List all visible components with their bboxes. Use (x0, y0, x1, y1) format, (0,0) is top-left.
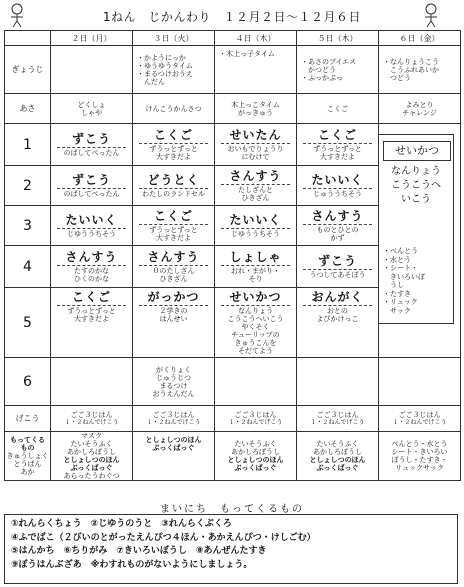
lesson-cell (51, 246, 133, 288)
lesson-note: わたしのランドセル (142, 190, 205, 198)
subject-name: たいいく (57, 213, 126, 229)
lesson-note: たしざんと (238, 186, 273, 194)
lesson-cell (297, 246, 379, 288)
motteku-label: もの (20, 444, 35, 452)
motteku-item: としょしつのほん (63, 456, 120, 464)
daily-items-line: ⑤はんかち ⑥ちりがみ ⑦きいろいぼうし ⑧あんぜんたすき (11, 546, 267, 556)
lesson-cell (51, 206, 133, 246)
motteku-cell (51, 432, 133, 481)
period-number: 3 (5, 206, 51, 246)
gyouji-line: ・あさのブイエス (301, 57, 357, 66)
motteku-cell (133, 432, 215, 481)
lesson-cell (51, 358, 133, 406)
lesson-note: ひくのかな (74, 275, 109, 283)
lesson-cell (215, 358, 297, 406)
lesson-note: なんりょう (238, 307, 273, 315)
subject-name: さんすう (139, 250, 208, 266)
sidebox-item: サック (383, 306, 411, 315)
lesson-note: そり (248, 275, 263, 283)
kyushoku-label: きゅうしょく (6, 452, 49, 460)
gekou-row (5, 406, 461, 432)
sidebox-item: ・リュック (383, 298, 418, 306)
gekou-note: １・２ねんでげこう (228, 418, 283, 426)
lesson-note: 大すきだよ (320, 153, 355, 161)
lesson-cell (51, 166, 133, 206)
row-label-gekou: げこう (5, 406, 51, 432)
gyouji-line: こうふれあいか (383, 65, 439, 74)
period-row (5, 358, 461, 406)
motteku-item: たいそうふく (70, 440, 113, 448)
period-number: 1 (5, 124, 51, 166)
lesson-note: そだてよう (238, 347, 273, 355)
child-illustration-icon (6, 2, 28, 28)
page-title: 1ねん じかんわり １２月２日〜１２月６日 (102, 10, 362, 24)
lesson-note: ひきざん (159, 275, 188, 283)
gekou-cell (215, 406, 297, 432)
sidebox-item: きいろいぼ (383, 272, 425, 281)
subject-name: こくご (139, 128, 208, 144)
corner-cell (5, 31, 51, 46)
row-label-gyouji: ぎょうじ (5, 46, 51, 94)
daily-items-line: ⑨ぼうはんぶざあ ※わすれものがないようにしましょう。 (11, 559, 253, 570)
subject-name: さんすう (303, 209, 372, 225)
sidebox-item: うし (383, 281, 404, 289)
lesson-cell (215, 246, 297, 288)
daily-items-box (4, 514, 458, 584)
day-header: ６日（金） (379, 31, 461, 46)
asa-cell-mon (51, 94, 133, 124)
gekou-time: ごご３じはん (70, 410, 113, 419)
gekou-note: １・２ねんでげこう (392, 418, 447, 426)
lesson-note: ひきざん (241, 194, 270, 202)
lesson-cell (133, 124, 215, 166)
subject-name: せいたん (221, 128, 290, 144)
subject-name: がっかつ (139, 290, 208, 306)
asa-line: こくご (327, 104, 348, 113)
subject-name: ずこう (303, 254, 372, 270)
motteku-label: もってくる (10, 436, 45, 444)
lesson-cell (133, 206, 215, 246)
lesson-note: おうえんだん (152, 389, 195, 398)
asa-cell-fri (379, 94, 461, 124)
gyouji-cell-wed (215, 46, 297, 94)
asa-line: けんこうかんさつ (145, 104, 202, 113)
motteku-item: あかしろぼうし (231, 448, 280, 456)
lesson-cell (297, 206, 379, 246)
kyushoku-label: とうばん (13, 460, 42, 468)
motteku-cell (379, 432, 461, 481)
day-header: ３日（火） (133, 31, 215, 46)
gyouji-cell-fri (379, 46, 461, 94)
asa-cell-tue (133, 94, 215, 124)
gekou-time: ごご３じはん (316, 410, 359, 419)
motteku-row (5, 432, 461, 481)
subject-name: ずこう (57, 132, 126, 148)
subject-name: こくご (139, 209, 208, 225)
lesson-note: じゅううちそう (313, 190, 362, 198)
lesson-cell (297, 288, 379, 358)
lesson-cell (133, 288, 215, 358)
gekou-time: ごご３じはん (398, 410, 441, 419)
lesson-note: おとの (327, 307, 348, 315)
lesson-note: こうこうへいこう (227, 315, 284, 323)
asa-line: がっきゅう (238, 108, 273, 117)
subject-name: こくご (57, 290, 126, 306)
lesson-note: にむけて (241, 153, 270, 161)
lesson-note: たすのかな (74, 267, 109, 275)
lesson-note: かず (330, 234, 345, 242)
motteku-item: リュックサック (395, 464, 444, 472)
lesson-note: じゅうじつ (156, 373, 191, 382)
lesson-note: おれ・まがり・ (231, 267, 280, 275)
subject-name: どうとく (139, 173, 208, 189)
gyouji-line: ・ふっかぶっ (301, 73, 343, 82)
lesson-note: 大すきだよ (74, 315, 109, 323)
day-header: ４日（木） (215, 31, 297, 46)
sidebox-item: ・たすき (383, 289, 411, 298)
lesson-note: チューリップの (231, 331, 280, 339)
sidebox-item: ・べんとう (383, 247, 418, 255)
lesson-cell (51, 124, 133, 166)
gyouji-line: ・ゆうゆうタイム (137, 61, 193, 70)
lesson-note: よびかけっこ (316, 315, 359, 323)
subject-name: こくご (303, 128, 372, 144)
day-header: ２日（月） (51, 31, 133, 46)
row-label-asa: あさ (5, 94, 51, 124)
motteku-item: ぶっくばっぐ (152, 444, 195, 452)
subject-name: さんすう (57, 250, 126, 266)
lesson-note: のばしてぺったん (63, 149, 120, 157)
day-header: ５日（木） (297, 31, 379, 46)
gyouji-line: かつどう (301, 65, 336, 74)
lesson-note: 大すきだよ (156, 234, 191, 242)
gyouji-row (5, 46, 461, 94)
motteku-item: ぶっくばっぐ (234, 464, 277, 472)
gekou-cell (51, 406, 133, 432)
kyushoku-label: あか (20, 468, 35, 476)
subject-name: しょしゃ (221, 250, 290, 266)
asa-line: どくしょ (77, 100, 106, 109)
asa-cell-wed (215, 94, 297, 124)
subject-name: せいかつ (221, 290, 290, 306)
period-number: 2 (5, 166, 51, 206)
lesson-cell (379, 358, 461, 406)
motteku-item: べんとう・水とう (391, 440, 448, 448)
subject-name: おんがく (303, 290, 372, 306)
subject-name: さんすう (221, 169, 290, 185)
motteku-item: あかしろぼうし (313, 448, 362, 456)
gekou-cell (133, 406, 215, 432)
asa-cell-thu (297, 94, 379, 124)
asa-line: チャレンジ (402, 108, 437, 117)
gyouji-cell-tue (133, 46, 215, 94)
subject-name: たいいく (303, 173, 372, 189)
lesson-cell (297, 358, 379, 406)
lesson-note: きゅうこんを (234, 339, 277, 347)
motteku-cell (297, 432, 379, 481)
sidebox-desc-line: こうこうへ (391, 180, 441, 191)
lesson-note: はんせい (159, 315, 188, 323)
period-number: 5 (5, 288, 51, 358)
lesson-note: ものとひとの (316, 226, 359, 234)
lesson-cell (297, 124, 379, 166)
lesson-note: じゆううちそう (67, 230, 116, 238)
gekou-time: ごご３じはん (234, 410, 277, 419)
row-label-motteku (5, 432, 51, 481)
lesson-note: やくそく (241, 323, 270, 331)
motteku-item: シート・きいろい (391, 448, 448, 456)
lesson-note: じゆううちそう (231, 230, 280, 238)
child-illustration-icon (420, 2, 442, 28)
gekou-cell (379, 406, 461, 432)
gekou-note: １・２ねんでげこう (64, 418, 119, 426)
motteku-item: としょしつのほん (145, 436, 202, 444)
gyouji-line: つどう (383, 73, 411, 82)
title-row (0, 0, 464, 30)
motteku-cell (215, 432, 297, 481)
lesson-note: うつしてあそぼう (309, 271, 366, 279)
asa-row (5, 94, 461, 124)
lesson-cell (133, 166, 215, 206)
lesson-note: ずうっとずっと (67, 307, 116, 315)
motteku-item: ぼうし・たすき・ (391, 456, 448, 464)
sidebox-desc-line: いこう (401, 194, 431, 205)
lesson-note: のばしてぺったん (63, 190, 120, 198)
gyouji-line: ・なんりょうこう (383, 57, 439, 66)
motteku-item: あらったうわぐつ (63, 472, 120, 480)
gyouji-cell-thu (297, 46, 379, 94)
gekou-note: １・２ねんでげこう (146, 418, 201, 426)
gekou-note: １・２ねんでげこう (310, 418, 365, 426)
lesson-cell (215, 124, 297, 166)
sidebox-items (383, 247, 451, 315)
motteku-item: あかしろぼうし (67, 448, 116, 456)
gekou-cell (297, 406, 379, 432)
sidebox-item: ・水とう (383, 255, 411, 264)
gyouji-line: ・木上っ子タイム (219, 50, 275, 58)
lesson-cell (133, 358, 215, 406)
sidebox-item: ・シート・ (383, 264, 418, 272)
motteku-item: ぶっくばっぐ (70, 464, 113, 472)
lesson-note: ずうっとずっと (149, 226, 198, 234)
motteku-item: たいそうふく (234, 440, 277, 448)
daily-items-line: ①れんらくちょう ②じゆうのうと ③れんらくぶくろ (11, 519, 232, 529)
subject-name: ずこう (57, 173, 126, 189)
daily-items-line: ④ふでばこ（２びいのとがったえんぴつ４ほん・あかえんぴつ・けしごむ） (11, 532, 316, 543)
motteku-item: ぶっくばっぐ (316, 464, 359, 472)
motteku-item: たいそうふく (316, 440, 359, 448)
sidebox-desc-line: なんりょう (391, 166, 441, 177)
lesson-cell (215, 288, 297, 358)
lesson-note: 大すきだよ (156, 153, 191, 161)
lesson-note: おいもでりょうり (227, 145, 284, 153)
sidebox-title: せいかつ (383, 141, 451, 161)
asa-line: 木上っこタイム (231, 100, 280, 109)
lesson-note: ずうっとずっと (149, 145, 198, 153)
gyouji-line: んだん (137, 77, 165, 86)
lesson-cell (51, 288, 133, 358)
asa-line: しゃや (81, 108, 102, 117)
lesson-cell (133, 246, 215, 288)
gyouji-line: ・まるつけおうえ (137, 69, 193, 78)
gyouji-cell-mon (51, 46, 133, 94)
gekou-time: ごご３じはん (152, 410, 195, 419)
motteku-item: としょしつのほん (227, 456, 284, 464)
lesson-note: ずうっとずっと (313, 145, 362, 153)
period-number: 4 (5, 246, 51, 288)
lesson-note: がくりょく (156, 365, 191, 374)
asa-line: よみとり (405, 100, 434, 109)
motteku-item: マスク (81, 432, 102, 440)
header-row (5, 31, 461, 46)
lesson-note: ２学きの (159, 307, 188, 315)
motteku-item: としょしつのほん (309, 456, 366, 464)
lesson-cell (297, 166, 379, 206)
period-number: 6 (5, 358, 51, 406)
lesson-cell (215, 206, 297, 246)
daily-items-title: まいにち もってくるもの (160, 504, 304, 515)
sidebox-description (383, 165, 449, 207)
lesson-note: まるつけ (159, 381, 188, 390)
lesson-cell (215, 166, 297, 206)
gyouji-line: ・かようにっか (137, 53, 186, 62)
lesson-note: ０のたしざん (152, 267, 195, 275)
seikatsu-sidebox (378, 134, 454, 324)
subject-name: たいいく (221, 213, 290, 229)
